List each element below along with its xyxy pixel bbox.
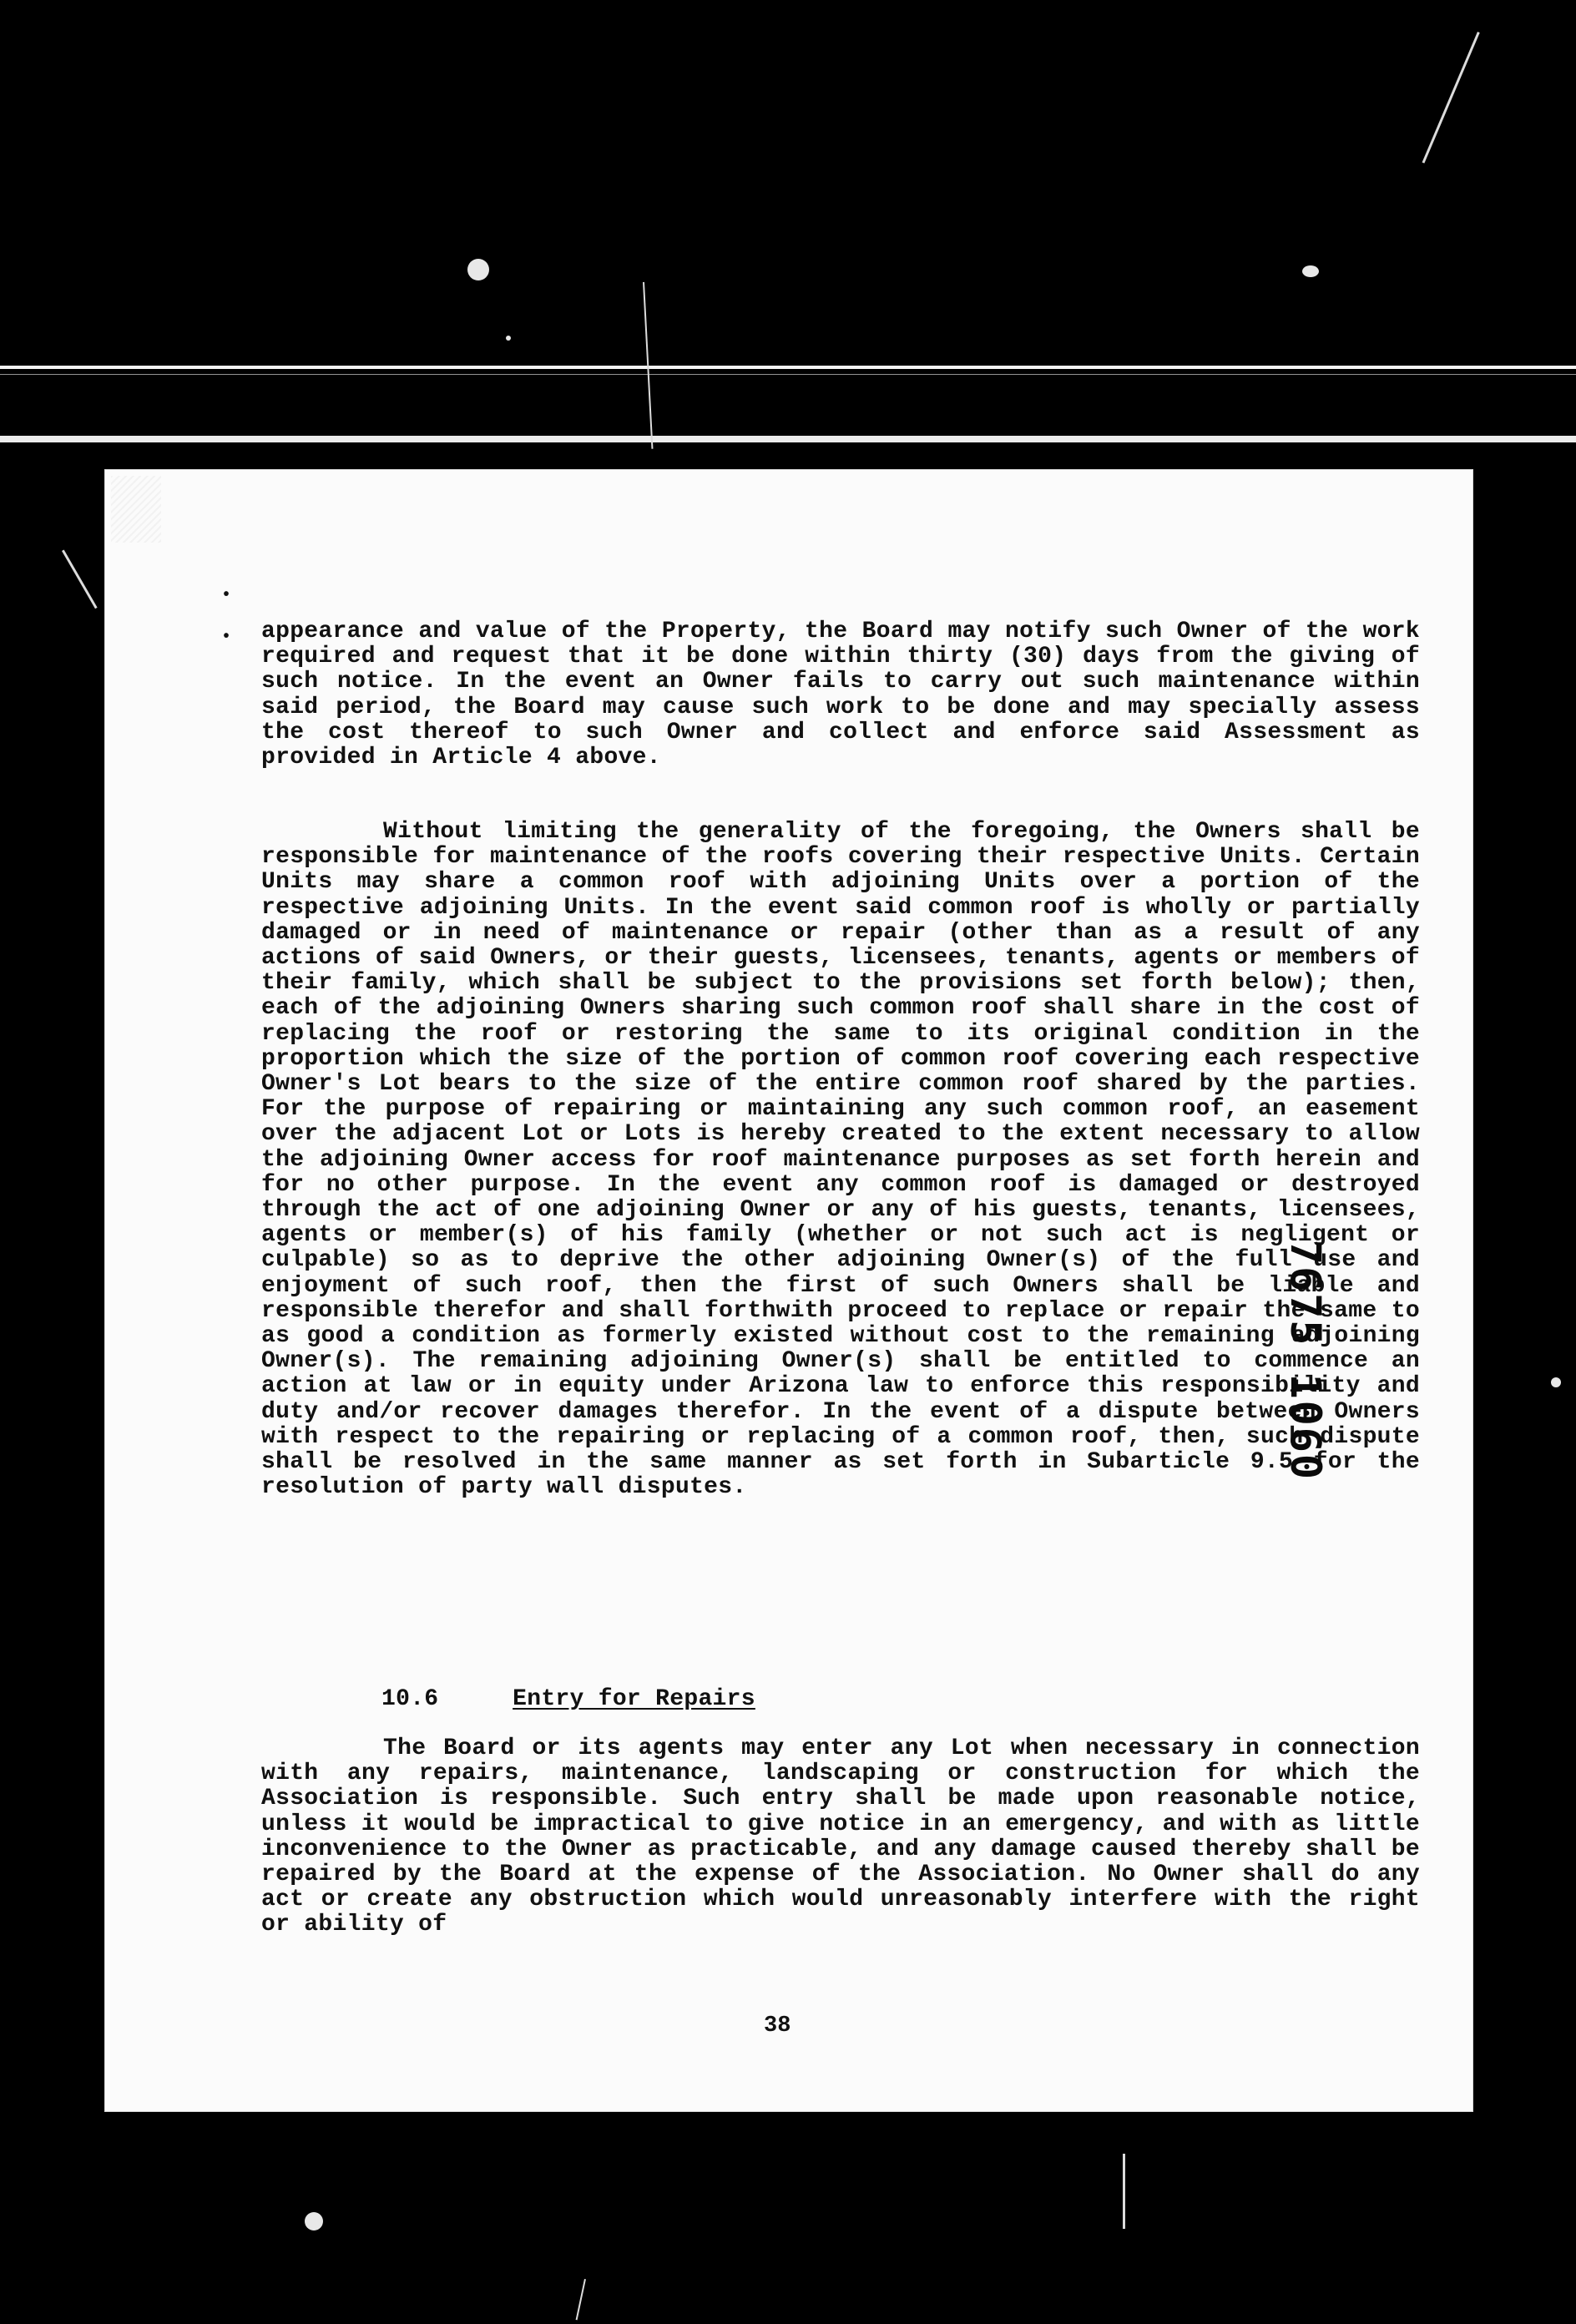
document-page <box>104 469 1473 2112</box>
paragraph-continuation <box>261 619 1420 770</box>
scan-artifact <box>1302 265 1319 277</box>
stray-mark: • <box>221 586 232 605</box>
recording-stamp: 7675 1060 <box>1281 1240 1330 1481</box>
scan-edge-line <box>0 366 1576 369</box>
scan-artifact <box>506 336 511 341</box>
paragraph-text: Without limiting the generality of the foregoing, the Owners shall be responsible for maintenance of the roofs covering their respective Units. Certain Units may share a common roof with adjoining Units over a portion of the respective adjoining Units. In the event said common roof is wholly or partially damaged or in need of maintenance or repair (other than as a result of any actions of said Owners, or their guests, licensees, tenants, agents or members of their family, which shall be subject to the provisions set forth below); then, each of the adjoining Owners sharing such common roof shall share in the cost of replacing the roof or restoring the same to its original condition in the proportion which the size of the portion of common roof covering each respective Owner's Lot bears to the size of the entire common roof shared by the parties. For the purpose of repairing or maintaining any such common roof, an easement over the adjacent Lot or Lots is hereby created to the extent necessary to allow the adjoining Owner access for roof maintenance purposes as set forth herein and for no other purpose. In the event any common roof is damaged or destroyed through the act of one adjoining Owner or any of his guests, tenants, licensees, agents or member(s) of his family (whether or not such act is negligent or culpable) so as to deprive the other adjoining Owner(s) of the full use and enjoyment of such roof, then the first of such Owners shall be liable and responsible therefor and shall forthwith proceed to replace or repair the same to as good a condition as formerly existed without cost to the remaining adjoining Owner(s). The remaining adjoining Owner(s) shall be entitled to commence an action at law or in equity under Arizona law to enforce this responsibility and duty and/or recover damages therefor. In the event of a dispute between Owners with respect to the repairing or replacing of a common roof, then, such dispute shall be resolved in the same manner as set forth in Subarticle 9.5 for the resolution of party wall disputes. <box>261 819 1420 1501</box>
paragraph-roof-maintenance <box>261 820 1420 1500</box>
scan-artifact <box>62 550 98 609</box>
scan-artifact <box>1123 2154 1125 2229</box>
paragraph-text: appearance and value of the Property, the Board may notify such Owner of the work required and request that it be done within thirty (30) days from the giving of such notice. In the event an Owner fails to carry out such maintenance within said period, the Board may cause such work to be done and may specially assess the cost thereof to such Owner and collect and enforce said Assessment as provided in Article 4 above. <box>261 619 1420 771</box>
paragraph-text: The Board or its agents may enter any Lot when necessary in connection with any repairs, maintenance, landscaping or construction for which the Association is responsible. Such entry shall be made upon reasonable notice, unless it would be impractical to give notice in an emergency, and with as little inconvenience to the Owner as practicable, and any damage caused thereby shall be repaired by the Board at the expense of the Association. No Owner shall do any act or create any obstruction which would unreasonably interfere with the right or ability of <box>261 1735 1420 1938</box>
section-heading <box>381 1686 755 1712</box>
scan-artifact <box>1422 32 1480 164</box>
scan-artifact <box>467 259 489 280</box>
page-number: 38 <box>764 2013 791 2039</box>
stray-mark: • <box>221 628 232 647</box>
scan-noise <box>111 476 161 543</box>
scan-artifact <box>576 2279 586 2320</box>
scan-artifact <box>305 2212 323 2231</box>
paragraph-entry-for-repairs <box>261 1736 1420 1938</box>
section-title: Entry for Repairs <box>513 1686 755 1712</box>
scan-edge-line <box>0 436 1576 442</box>
section-number: 10.6 <box>381 1686 439 1712</box>
scan-artifact <box>1551 1377 1561 1387</box>
scan-edge-line <box>0 374 1576 375</box>
